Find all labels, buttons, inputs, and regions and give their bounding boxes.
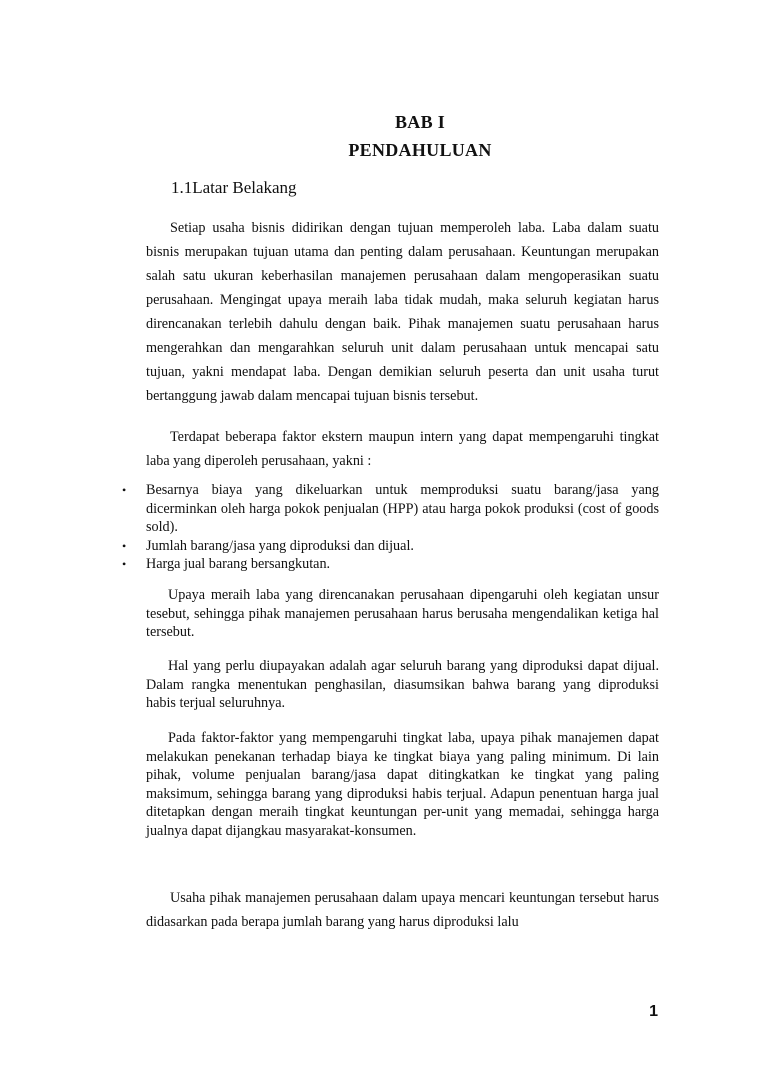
list-item <box>122 537 659 556</box>
chapter-number: BAB I <box>394 112 445 132</box>
paragraph-factors-intro: Terdapat beberapa faktor ekstern maupun intern yang dapat mempengaruhi tingkat laba yang diperoleh perusahaan, yakni : <box>146 429 659 469</box>
paragraph-management-effort: Usaha pihak manajemen perusahaan dalam upaya mencari keuntungan tersebut harus didasarkan pada berapa jumlah barang yang harus diproduksi lalu <box>146 890 659 930</box>
list-item <box>122 555 659 574</box>
bullet-icon: • <box>122 538 127 553</box>
list-item-text: Jumlah barang/jasa yang diproduksi dan dijual. <box>146 537 414 554</box>
list-item-text: Harga jual barang bersangkutan. <box>146 556 331 572</box>
page-number: 1 <box>649 1003 658 1020</box>
paragraph-intro: Setiap usaha bisnis didirikan dengan tujuan memperoleh laba. Laba dalam suatu bisnis merupakan tujuan utama dan penting dalam perusahaan. Keuntungan merupakan salah satu ukuran keberhasilan manajemen perusahaan dalam mengoperasikan suatu perusahaan. Mengingat upaya meraih laba tidak mudah, maka seluruh kegiatan harus direncanakan terlebih dahulu dengan baik. Pihak manajemen suatu perusahaan harus mengerahkan dan mengarahkan seluruh unit dalam perusahaan untuk mencapai satu tujuan, yakni mendapat laba. Dengan demikian seluruh peserta dan unit usaha turut bertanggung jawab dalam mencapai tujuan bisnis tersebut. <box>146 220 659 404</box>
paragraph-cost-volume: Pada faktor-faktor yang mempengaruhi tingkat laba, upaya pihak manajemen dapat melakukan penekanan terhadap biaya ke tingkat biaya yang paling minimum. Di lain pihak, volume penjualan barang/jasa dapat ditingkatkan ke tingkat yang paling maksimum, sehingga barang yang diproduksi habis terjual. Adapun penentuan harga jual ditetapkan dengan meraih tingkat keuntungan per-unit yang memadai, sehingga harga jualnya dapat dijangkau masyarakat-konsumen. <box>146 730 659 839</box>
list-item-text: Besarnya biaya yang dikeluarkan untuk memproduksi suatu barang/jasa yang dicerminkan oleh harga pokok penjualan (HPP) atau harga pokok produksi (cost of goods sold). <box>146 482 659 535</box>
paragraph-sales: Hal yang perlu diupayakan adalah agar seluruh barang yang diproduksi dapat dijual. Dalam rangka menentukan penghasilan, diasumsikan bahwa barang yang diproduksi habis terjual seluruhnya. <box>146 658 659 711</box>
bullet-icon: • <box>122 557 127 571</box>
chapter-title: PENDAHULUAN <box>348 140 492 160</box>
paragraph-control: Upaya meraih laba yang direncanakan perusahaan dipengaruhi oleh kegiatan unsur tesebut, sehingga pihak manajemen perusahaan harus berusaha mengendalikan ketiga hal tersebut. <box>146 587 659 640</box>
list-item <box>122 481 659 537</box>
factor-list <box>122 481 659 574</box>
section-heading: 1.1Latar Belakang <box>171 178 297 197</box>
bullet-icon: • <box>122 483 127 497</box>
